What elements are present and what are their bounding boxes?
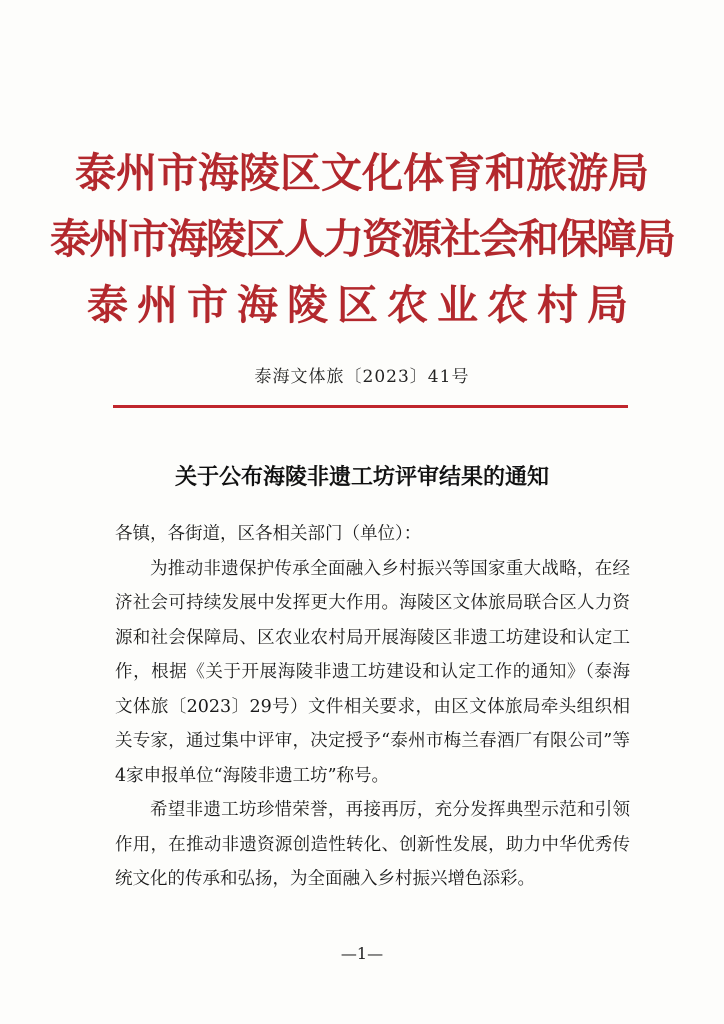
paragraph-1: 为推动非遗保护传承全面融入乡村振兴等国家重大战略，在经济社会可持续发展中发挥更大作用。海陵区文体旅局联合区人力资源和社会保障局、区农业农村局开展海陵区非遗工坊建设和认定工作，根据《关于开展海陵非遗工坊建设和认定工作的通知》（泰海文体旅〔2023〕29号）文件相关要求，由区文体旅局牵头组织相关专家，通过集中评审，决定授予“泰州市梅兰春酒厂有限公司”等4家申报单位“海陵非遗工坊”称号。 <box>115 558 630 786</box>
document-title: 关于公布海陵非遗工坊评审结果的通知 <box>174 464 549 490</box>
red-divider-line <box>113 405 628 408</box>
page-number: —1— <box>340 944 384 963</box>
salutation: 各镇，各街道，区各相关部门（单位）： <box>115 524 422 544</box>
org-agriculture-bureau: 泰州市海陵区农业农村局 <box>87 281 637 329</box>
document-number: 泰海文体旅〔2023〕41号 <box>254 367 470 387</box>
document-body <box>115 517 630 897</box>
org-hr-bureau: 泰州市海陵区人力资源社会和保障局 <box>50 215 674 263</box>
paragraph-2: 希望非遗工坊珍惜荣誉，再接再厉，充分发挥典型示范和引领作用，在推动非遗资源创造性转化、创新性发展，助力中华优秀传统文化的传承和弘扬，为全面融入乡村振兴增色添彩。 <box>115 800 630 889</box>
org-culture-bureau: 泰州市海陵区文化体育和旅游局 <box>75 149 649 197</box>
issuing-organizations <box>0 140 724 338</box>
